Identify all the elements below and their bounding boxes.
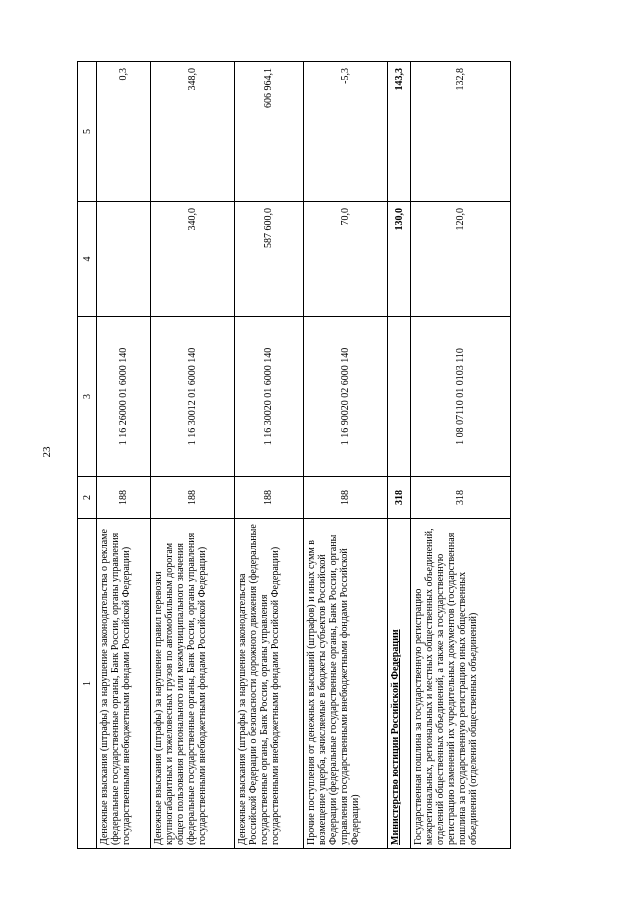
page-number: 23 — [41, 446, 53, 458]
row-planned: 130,0 — [388, 202, 411, 317]
row-description: Денежные взыскания (штрафы) за нарушение правил перевозки крупногабаритных и тяжеловесных грузов по автомобильным дорогам общего пользования регионального или межмуниципального значения (федеральные государственные органы, Банк России, органы управления государственными внебюджетными фондами Российской Федерации) — [150, 519, 234, 849]
header-col-1: 1 — [78, 519, 97, 849]
row-actual: 606 964,1 — [234, 62, 303, 202]
header-col-3: 3 — [78, 317, 97, 477]
row-actual: 0,3 — [97, 62, 151, 202]
table-row — [150, 62, 234, 849]
header-row — [78, 62, 97, 849]
row-budget-code: 1 08 07110 01 0103 110 — [410, 317, 510, 477]
row-planned: 70,0 — [303, 202, 387, 317]
row-admin-code: 188 — [97, 477, 151, 519]
row-planned — [97, 202, 151, 317]
row-admin-code: 188 — [234, 477, 303, 519]
rotated-table-frame — [77, 62, 511, 849]
table-row-ministry — [388, 62, 411, 849]
row-actual: -5,3 — [303, 62, 387, 202]
row-description: Денежные взыскания (штрафы) за нарушение законодательства о рекламе (федеральные государственные органы, Банк России, органы управления государственными внебюджетными фондами Российской Федерации) — [97, 519, 151, 849]
row-description: Министерство юстиции Российской Федерации — [388, 519, 411, 849]
header-col-4: 4 — [78, 202, 97, 317]
row-admin-code: 188 — [150, 477, 234, 519]
row-admin-code: 318 — [388, 477, 411, 519]
row-planned: 340,0 — [150, 202, 234, 317]
row-actual: 348,0 — [150, 62, 234, 202]
row-planned: 587 600,0 — [234, 202, 303, 317]
row-budget-code: 1 16 30020 01 6000 140 — [234, 317, 303, 477]
header-col-2: 2 — [78, 477, 97, 519]
table-row — [303, 62, 387, 849]
row-description: Денежные взыскания (штрафы) за нарушение законодательства Российской Федерации о безопасности дорожного движения (федеральные государственные органы, Банк России, органы управления государственными внебюджетными фондами Российской Федерации) — [234, 519, 303, 849]
row-planned: 120,0 — [410, 202, 510, 317]
row-admin-code: 318 — [410, 477, 510, 519]
row-description: Прочие поступления от денежных взысканий (штрафов) и иных сумм в возмещение ущерба, зачисляемые в бюджеты субъектов Российской Федерации (федеральные государственные органы, Банк России, органы управления государственными внебюджетными фондами Российской Федерации) — [303, 519, 387, 849]
table-row — [410, 62, 510, 849]
row-actual: 132,8 — [410, 62, 510, 202]
row-budget-code: 1 16 30012 01 6000 140 — [150, 317, 234, 477]
revenue-table — [77, 61, 511, 849]
table-row — [97, 62, 151, 849]
row-admin-code: 188 — [303, 477, 387, 519]
row-budget-code: 1 16 90020 02 6000 140 — [303, 317, 387, 477]
row-budget-code: 1 16 26000 01 6000 140 — [97, 317, 151, 477]
header-col-5: 5 — [78, 62, 97, 202]
row-description: Государственная пошлина за государственную регистрацию межрегиональных, региональных и местных общественных объединений, отделений общественных объединений, а также за государственную регистрацию изменений их учредительных документов (государственная пошлина за государственную регистрацию иных общественных объединений (отделений общественных объединений) — [410, 519, 510, 849]
row-budget-code — [388, 317, 411, 477]
row-actual: 143,3 — [388, 62, 411, 202]
table-container — [77, 62, 511, 849]
table-row — [234, 62, 303, 849]
